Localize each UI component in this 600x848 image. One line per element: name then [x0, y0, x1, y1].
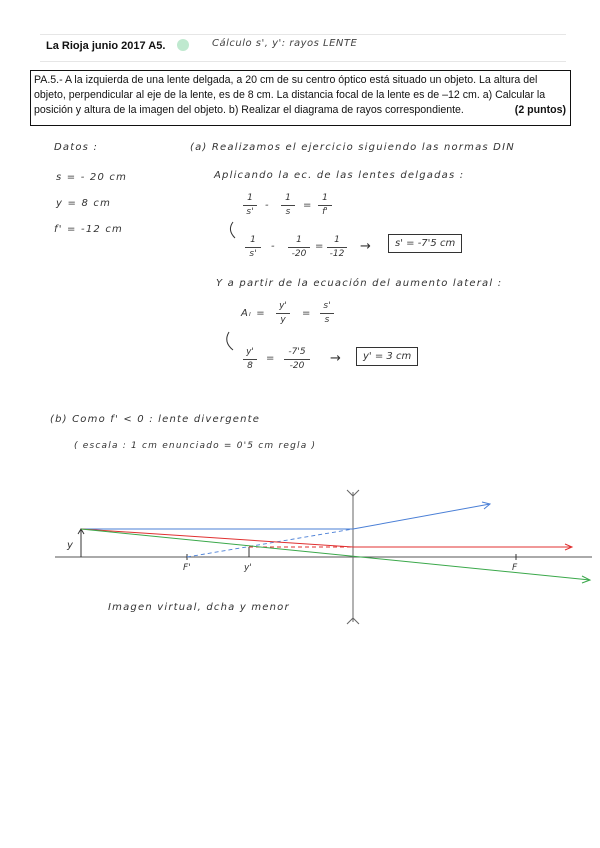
- eq3-n2: s': [323, 301, 331, 311]
- label-f-prime: F': [183, 563, 191, 573]
- conclusion: Imagen virtual, dcha y menor: [108, 602, 290, 613]
- header-note: Cálculo s', y': rayos LENTE: [212, 38, 358, 49]
- eq1-n1: 1: [247, 193, 253, 203]
- arrow-1: →: [360, 239, 373, 254]
- datos-y: y = 8 cm: [56, 198, 112, 209]
- eq1-op2: =: [303, 200, 313, 211]
- eq1-d3: f': [318, 205, 332, 219]
- statement-text: PA.5.- A la izquierda de una lente delgada, a 20 cm de su centro óptico está situado un objeto. La altura del objeto, perpendicular al eje de la lente, es de 8 cm. La distancia focal de la lente es de –12 cm. a) Calcular la posición y altura de la imagen del objeto. b) Realizar el diagrama de rayos correspondiente.: [34, 74, 546, 116]
- eq2-d1: s': [245, 247, 261, 261]
- eq1-d1: s': [243, 205, 257, 219]
- eq1-n2: 1: [285, 193, 291, 203]
- hook-arrow-2: [227, 332, 233, 350]
- eq4-n1: y': [246, 347, 254, 357]
- label-f: F: [512, 563, 518, 573]
- eq4-op: =: [266, 353, 276, 364]
- eq1-d2: s: [281, 205, 295, 219]
- datos-f: f' = -12 cm: [54, 224, 123, 235]
- eq1-op1: -: [265, 200, 270, 211]
- eq2-op1: -: [271, 241, 276, 252]
- statement-points: (2 puntos): [514, 104, 566, 116]
- eq3-d2: s: [320, 313, 334, 327]
- blue-ray-refracted: [353, 504, 490, 529]
- page-title: La Rioja junio 2017 A5.: [46, 40, 166, 52]
- datos-label: Datos :: [54, 142, 99, 153]
- eq4-d2: -20: [284, 359, 310, 373]
- label-y: y: [67, 540, 73, 551]
- datos-s: s = - 20 cm: [56, 172, 128, 183]
- eq4-d1: 8: [243, 359, 257, 373]
- eq4-n2: -7'5: [288, 347, 306, 357]
- arrow-2: →: [330, 351, 343, 366]
- part-b-line1: (b) Como f' < 0 : lente divergente: [50, 414, 261, 425]
- eq2-n2: 1: [296, 235, 302, 245]
- part-a-line1: (a) Realizamos el ejercicio siguiendo las normas DIN: [190, 142, 515, 153]
- eq2-n1: 1: [250, 235, 256, 245]
- eq2-n3: 1: [334, 235, 340, 245]
- result-s-prime: s' = -7'5 cm: [388, 234, 462, 253]
- eq3-op: =: [302, 308, 312, 319]
- eq2-op2: =: [315, 241, 325, 252]
- hook-arrow-1: [230, 222, 235, 238]
- eq1-n3: 1: [322, 193, 328, 203]
- eq3-n1: y': [279, 301, 287, 311]
- part-a-line3: Y a partir de la ecuación del aumento lateral :: [216, 278, 503, 289]
- part-b-scale: ( escala : 1 cm enunciado = 0'5 cm regla ): [74, 441, 317, 451]
- al-label: Aₗ =: [241, 308, 266, 319]
- label-y-prime: y': [244, 563, 252, 573]
- eq3-d1: y: [276, 313, 290, 327]
- result-y-prime: y' = 3 cm: [356, 347, 418, 366]
- eq2-d3: -12: [327, 247, 347, 261]
- part-a-line2: Aplicando la ec. de las lentes delgadas :: [214, 170, 465, 181]
- red-ray-incident: [81, 529, 353, 547]
- blue-ray-extension: [187, 529, 353, 557]
- eq2-d2: -20: [288, 247, 310, 261]
